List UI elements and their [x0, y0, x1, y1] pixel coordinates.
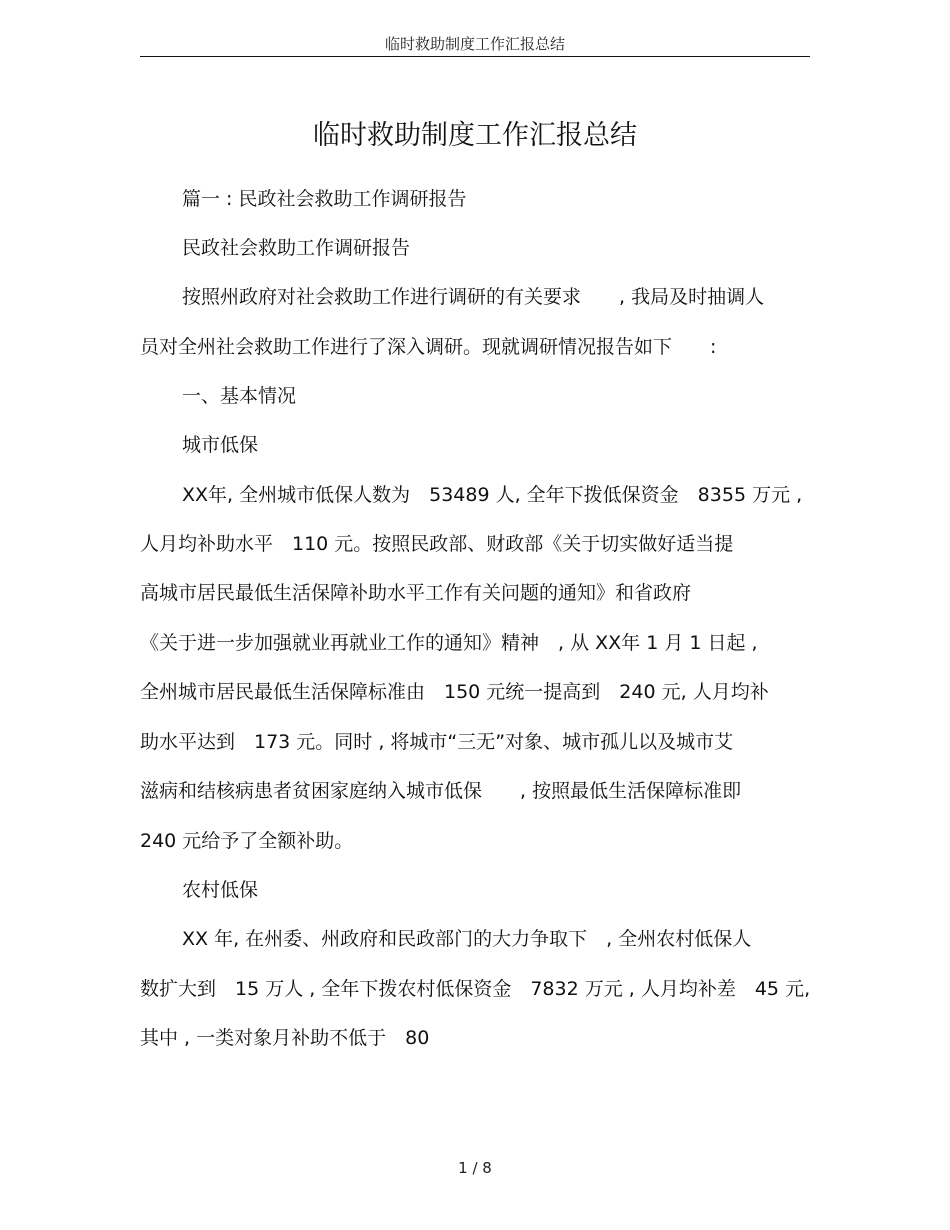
subsection-heading: 城市低保: [182, 434, 259, 456]
subsection-heading: 农村低保: [182, 879, 259, 901]
paragraph-line: 滋病和结核病患者贫困家庭纳入城市低保 , 按照最低生活保障标准即: [140, 780, 742, 802]
paragraph-line: 全州城市居民最低生活保障标准由 150 元统一提高到 240 元, 人月均补: [140, 681, 769, 703]
report-title: 民政社会救助工作调研报告: [182, 237, 411, 259]
paragraph-line: 《关于进一步加强就业再就业工作的通知》精神 , 从 XX年 1 月 1 日起 ,: [140, 632, 758, 654]
paragraph-line: 数扩大到 15 万人 , 全年下拨农村低保资金 7832 万元 , 人月均补差 45 元,: [140, 978, 811, 1000]
paragraph-line: 高城市居民最低生活保障补助水平工作有关问题的通知》和省政府: [140, 582, 692, 604]
running-header: 临时救助制度工作汇报总结: [384, 35, 565, 53]
paragraph-line: 助水平达到 173 元。同时 , 将城市“三无”对象、城市孤儿以及城市艾: [140, 731, 734, 753]
paragraph-line: 员对全州社会救助工作进行了深入调研。现就调研情况报告如下 :: [140, 336, 717, 358]
header-divider: [140, 56, 810, 57]
section-heading: 篇一 : 民政社会救助工作调研报告: [182, 188, 467, 210]
paragraph-line: 人月均补助水平 110 元。按照民政部、财政部《关于切实做好适当提: [140, 533, 734, 555]
paragraph-line: 240 元给予了全额补助。: [140, 830, 354, 852]
paragraph-line: 按照州政府对社会救助工作进行调研的有关要求 , 我局及时抽调人: [182, 286, 765, 308]
section-heading: 一、基本情况: [182, 385, 297, 407]
paragraph-line: XX 年, 在州委、州政府和民政部门的大力争取下 , 全州农村低保人: [182, 928, 752, 950]
paragraph-line: XX年, 全州城市低保人数为 53489 人, 全年下拨低保资金 8355 万元 ,: [182, 484, 803, 506]
document-title: 临时救助制度工作汇报总结: [313, 120, 637, 151]
paragraph-line: 其中 , 一类对象月补助不低于 80: [140, 1027, 430, 1049]
page-indicator: 1 / 8: [458, 1159, 492, 1177]
